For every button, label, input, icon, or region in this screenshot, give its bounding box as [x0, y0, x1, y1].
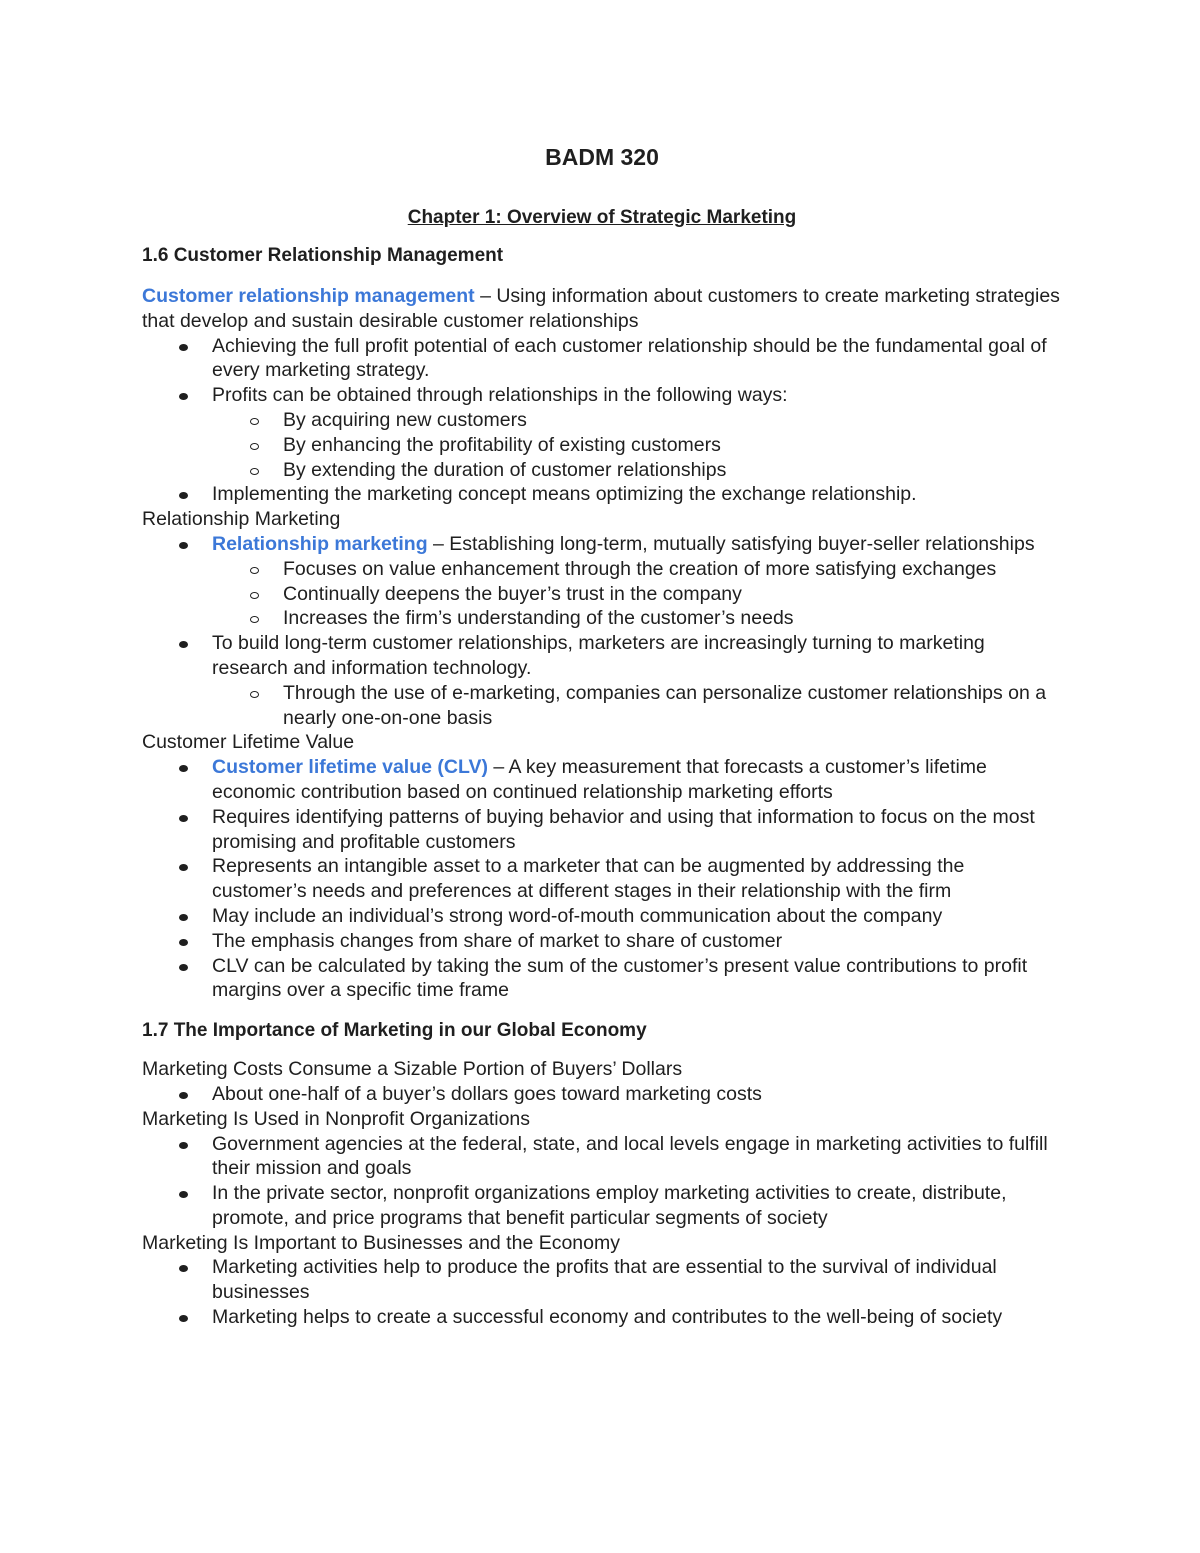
crm-definition-text: – Using information about customers to create marketing strategies that develop and sustain desirable customer relationships: [142, 285, 1060, 332]
chapter-title: Chapter 1: Overview of Strategic Marketing: [407, 207, 797, 228]
list-item: Achieving the full profit potential of each customer relationship should be the fundamental goal of every marketing strategy.: [142, 334, 1062, 384]
sub-list-item: Continually deepens the buyer’s trust in the company: [142, 582, 1062, 607]
clv-term: Customer lifetime value (CLV): [212, 756, 488, 779]
bullet-icon: [179, 939, 188, 946]
bullet-icon: [179, 1265, 188, 1272]
hollow-bullet-icon: [250, 592, 259, 599]
clv-list: [142, 755, 1062, 1003]
hollow-bullet-icon: [250, 567, 259, 574]
nonprofit-list: [142, 1132, 1062, 1231]
bullet-icon: [179, 1191, 188, 1198]
rm-term: Relationship marketing: [212, 532, 428, 555]
list-item: Requires identifying patterns of buying behavior and using that information to focus on the most promising and profitable customers: [142, 805, 1062, 855]
list-item: About one-half of a buyer’s dollars goes toward marketing costs: [142, 1082, 1062, 1107]
hollow-bullet-icon: [250, 691, 259, 698]
sub-list-item: Focuses on value enhancement through the creation of more satisfying exchanges: [142, 557, 1062, 582]
hollow-bullet-icon: [250, 616, 259, 623]
list-item: CLV can be calculated by taking the sum of the customer’s present value contributions to profit margins over a specific time frame: [142, 954, 1062, 1004]
bullet-icon: [179, 1315, 188, 1322]
list-item: Customer lifetime value (CLV) – A key measurement that forecasts a customer’s lifetime economic contribution based on continued relationship marketing efforts: [142, 755, 1062, 805]
sub-list-item: By acquiring new customers: [142, 408, 1062, 433]
relationship-marketing-list: [142, 532, 1062, 730]
bullet-icon: [179, 1092, 188, 1099]
bullet-icon: [179, 344, 188, 351]
sub-list-item: Through the use of e-marketing, companies can personalize customer relationships on a nearly one-on-one basis: [142, 681, 1062, 731]
list-item: Relationship marketing – Establishing long-term, mutually satisfying buyer-seller relationships Focuses on value enhancement through the creation of more satisfying exchanges Continually deepens the buyer’s trust in the company Increases the firm’s understanding of the customer’s needs: [142, 532, 1062, 631]
bullet-icon: [179, 393, 188, 400]
page-title: BADM 320: [545, 144, 659, 170]
list-item: In the private sector, nonprofit organizations employ marketing activities to create, distribute, promote, and price programs that benefit particular segments of society: [142, 1181, 1062, 1231]
list-item: Marketing activities help to produce the profits that are essential to the survival of individual businesses: [142, 1255, 1062, 1305]
hollow-bullet-icon: [250, 418, 259, 425]
marketing-costs-label: Marketing Costs Consume a Sizable Portion of Buyers’ Dollars: [142, 1058, 683, 1081]
bullet-icon: [179, 765, 188, 772]
section-heading-1-7: 1.7 The Importance of Marketing in our Global Economy: [142, 1020, 647, 1042]
list-item: Government agencies at the federal, state, and local levels engage in marketing activities to fulfill their mission and goals: [142, 1132, 1062, 1182]
sub-list-item: By extending the duration of customer relationships: [142, 458, 1062, 483]
list-item: Profits can be obtained through relationships in the following ways: By acquiring new customers By enhancing the profitability of existing customers By extending the duration of customer relationships: [142, 383, 1062, 482]
rm-tech-sub-list: [212, 681, 1062, 731]
bullet-icon: [179, 542, 188, 549]
marketing-costs-list: [142, 1082, 1062, 1107]
hollow-bullet-icon: [250, 468, 259, 475]
crm-term: Customer relationship management: [142, 285, 475, 307]
document-page: [142, 140, 1062, 1330]
crm-bullet-list: [142, 334, 1062, 508]
sub-list-item: Increases the firm’s understanding of the customer’s needs: [142, 606, 1062, 631]
bullet-icon: [179, 641, 188, 648]
crm-definition: [142, 284, 1062, 334]
bullet-icon: [179, 914, 188, 921]
bullet-icon: [179, 964, 188, 971]
clv-label: Customer Lifetime Value: [142, 731, 355, 754]
bullet-icon: [179, 815, 188, 822]
section-heading-1-6: 1.6 Customer Relationship Management: [142, 245, 504, 266]
list-item: Represents an intangible asset to a marketer that can be augmented by addressing the customer’s needs and preferences at different stages in their relationship with the firm: [142, 854, 1062, 904]
bullet-icon: [179, 1142, 188, 1149]
list-item: To build long-term customer relationships, marketers are increasingly turning to marketing research and information technology. Through the use of e-marketing, companies can personalize customer relationships on a nearly one-on-one basis: [142, 631, 1062, 730]
list-item: Implementing the marketing concept means optimizing the exchange relationship.: [142, 482, 1062, 507]
profit-ways-list: [212, 408, 1062, 482]
bullet-icon: [179, 864, 188, 871]
bullet-icon: [179, 492, 188, 499]
list-item: Marketing helps to create a successful economy and contributes to the well-being of society: [142, 1305, 1062, 1330]
rm-sub-list: [212, 557, 1062, 631]
relationship-marketing-label: Relationship Marketing: [142, 508, 341, 531]
hollow-bullet-icon: [250, 443, 259, 450]
list-item: May include an individual’s strong word-of-mouth communication about the company: [142, 904, 1062, 929]
business-economy-list: [142, 1255, 1062, 1329]
business-economy-label: Marketing Is Important to Businesses and the Economy: [142, 1231, 620, 1254]
nonprofit-label: Marketing Is Used in Nonprofit Organizations: [142, 1107, 531, 1130]
list-item: The emphasis changes from share of market to share of customer: [142, 929, 1062, 954]
sub-list-item: By enhancing the profitability of existing customers: [142, 433, 1062, 458]
